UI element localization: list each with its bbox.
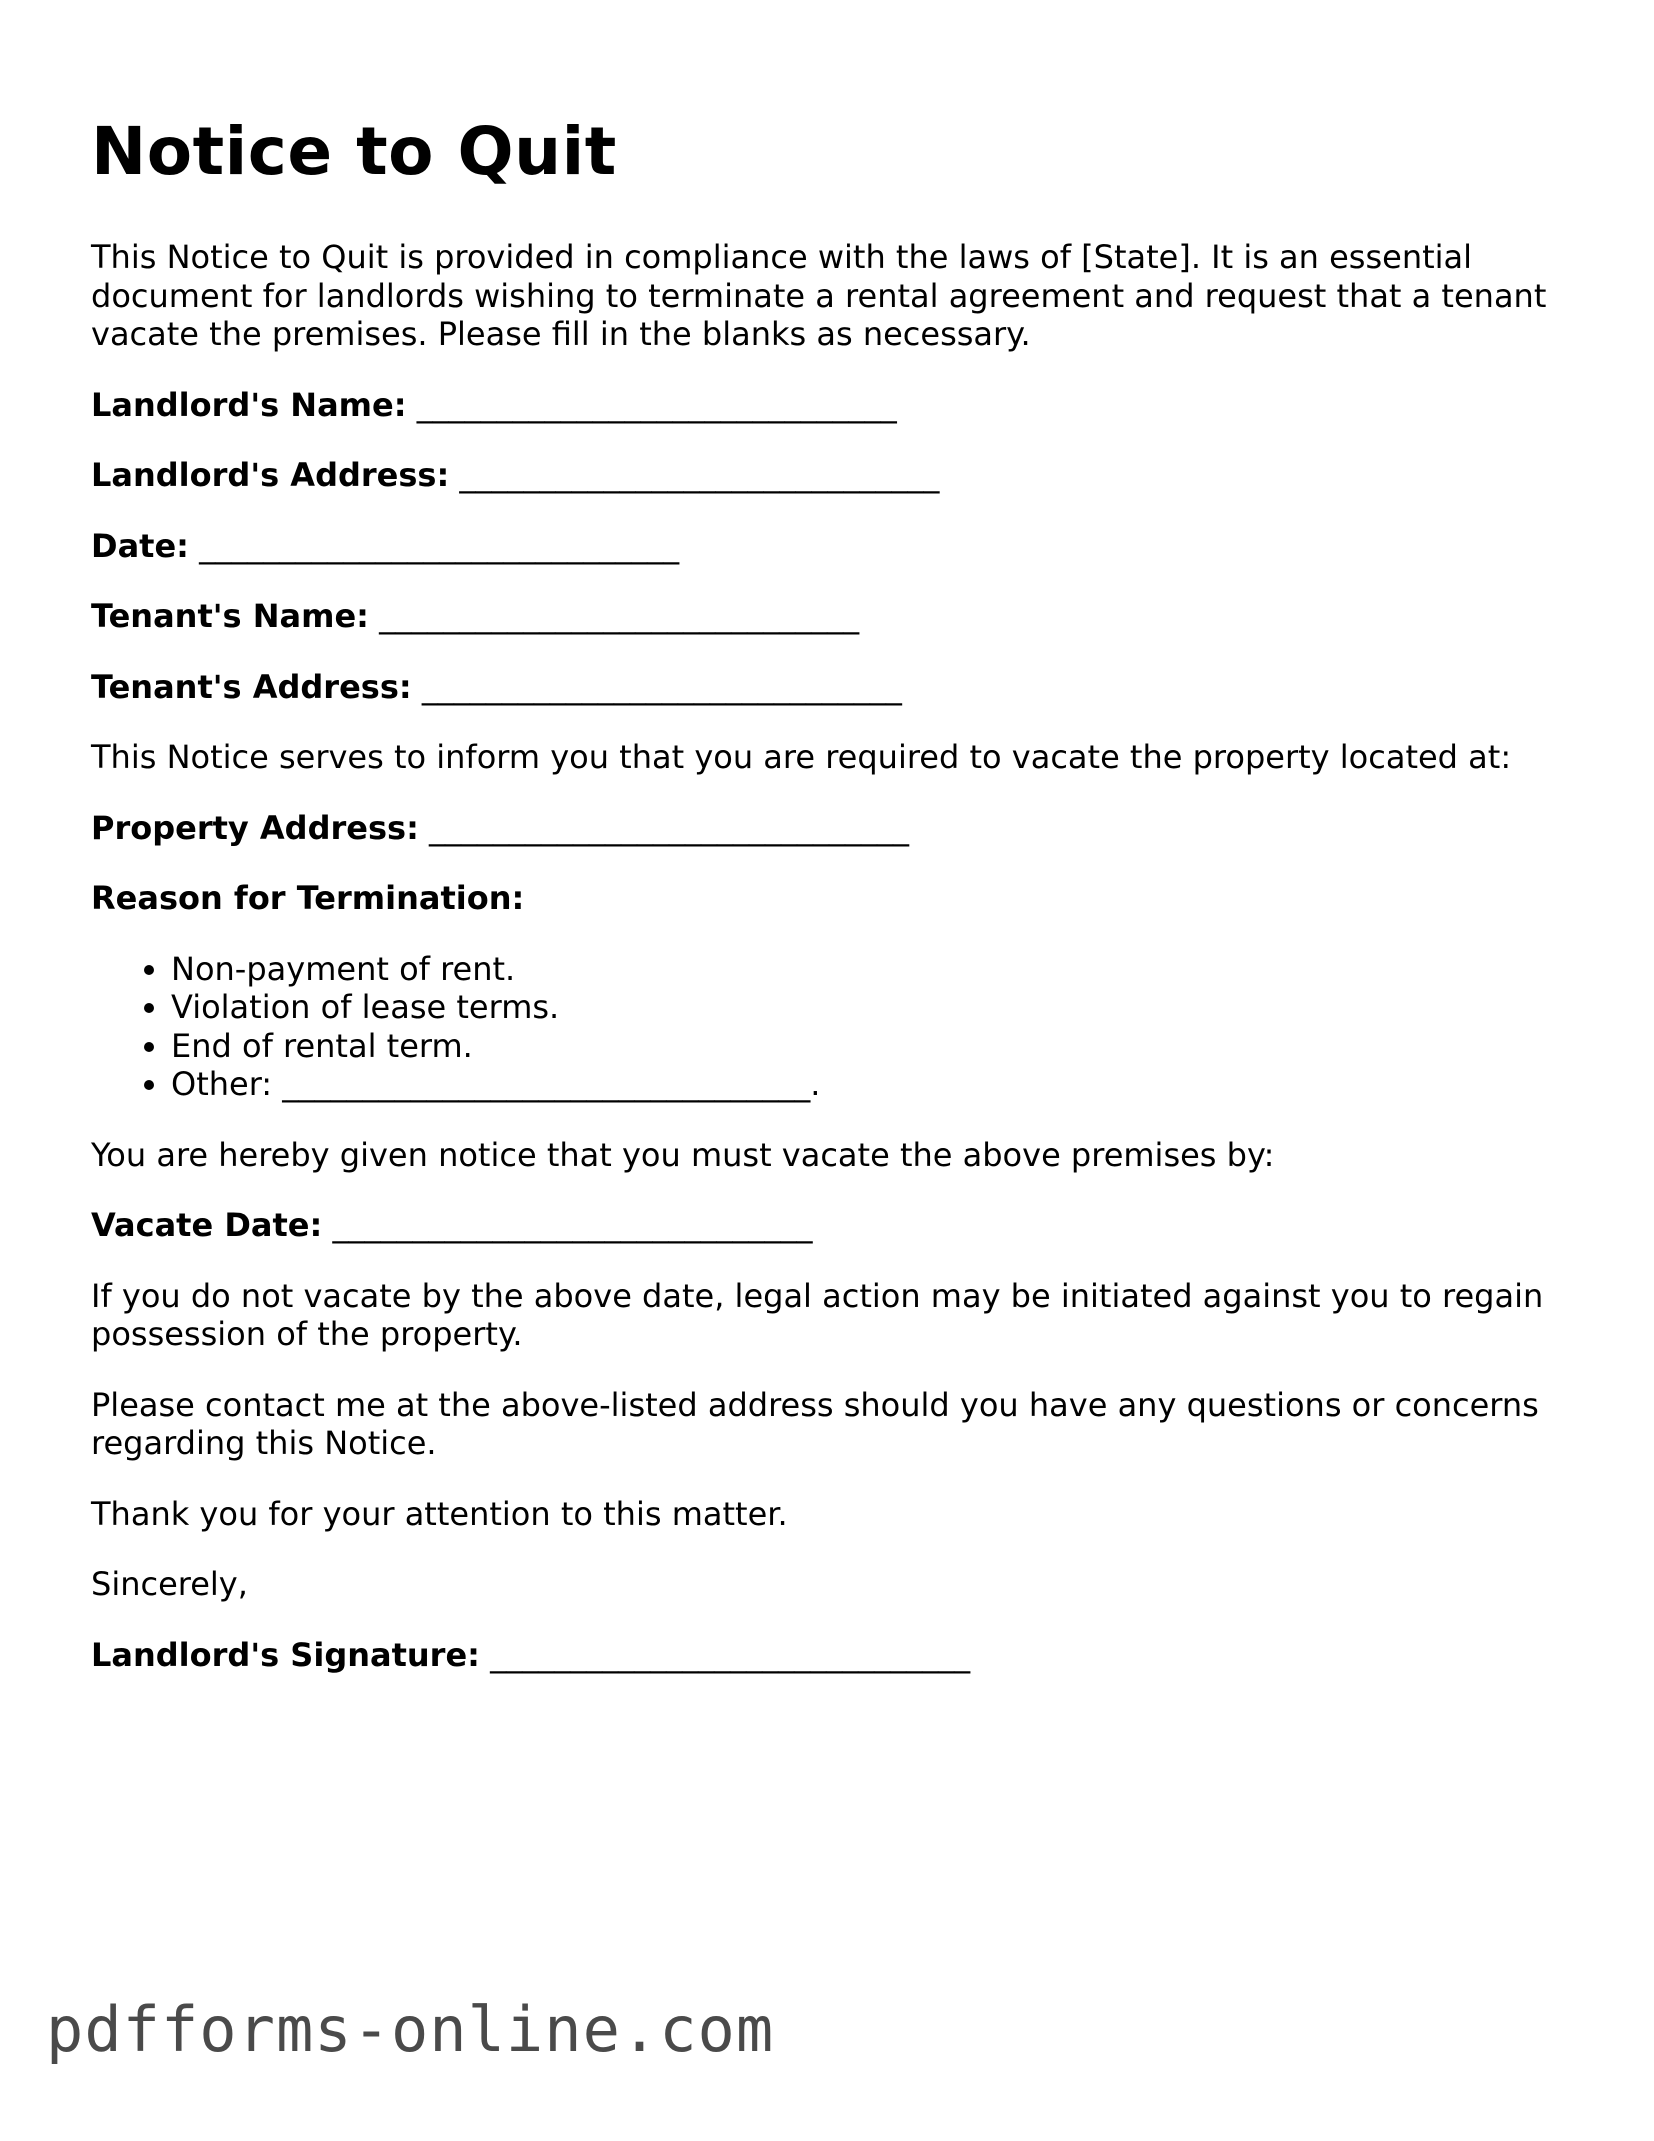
field-label: Date: xyxy=(91,526,189,565)
notice-paragraph: This Notice serves to inform you that you are required to vacate the property located at: xyxy=(91,738,1512,776)
landlord-address-field xyxy=(91,456,1571,495)
field-blank: ______________________________ xyxy=(332,1206,813,1244)
field-blank: ______________________________ xyxy=(379,597,860,635)
vacate-date-field xyxy=(91,1206,1571,1245)
field-label: Tenant's Address: xyxy=(91,667,412,706)
closing-text: Sincerely, xyxy=(91,1565,248,1603)
tenant-name-field xyxy=(91,597,1571,636)
document-page xyxy=(91,112,1571,1706)
list-item: • Violation of lease terms. xyxy=(171,988,1571,1027)
thanks-paragraph: Thank you for your attention to this matter. xyxy=(91,1494,788,1533)
field-label: Landlord's Name: xyxy=(91,385,407,424)
reason-heading xyxy=(91,879,1571,918)
reason-list xyxy=(91,950,1571,1104)
field-label: Property Address: xyxy=(91,808,419,847)
legal-warning-paragraph: If you do not vacate by the above date, legal action may be initiated against you to regain possession of the property. xyxy=(91,1276,1544,1353)
watermark-text: pdfforms-online.com xyxy=(46,1993,775,2066)
list-item: • Other: _________________________________. xyxy=(171,1065,1571,1104)
contact-paragraph: Please contact me at the above-listed address should you have any questions or concerns regarding this Notice. xyxy=(91,1385,1539,1462)
tenant-address-field xyxy=(91,668,1571,707)
field-blank: ______________________________ xyxy=(429,808,910,847)
field-label: Landlord's Address: xyxy=(91,456,450,494)
field-label: Landlord's Signature: xyxy=(91,1635,480,1674)
property-address-field xyxy=(91,809,1571,848)
field-label: Vacate Date: xyxy=(91,1206,323,1244)
field-blank: ______________________________ xyxy=(199,526,680,565)
list-item: • End of rental term. xyxy=(171,1027,1571,1066)
field-label: Reason for Termination: xyxy=(91,879,525,917)
field-blank: ______________________________ xyxy=(421,667,902,706)
vacate-notice-paragraph: You are hereby given notice that you must vacate the above premises by: xyxy=(91,1135,1275,1174)
field-blank: ______________________________ xyxy=(459,456,940,494)
date-field xyxy=(91,527,1571,566)
landlord-name-field xyxy=(91,386,1571,425)
field-label: Tenant's Name: xyxy=(91,597,369,635)
intro-paragraph: This Notice to Quit is provided in compliance with the laws of [State]. It is an essential document for landlords wishing to terminate a rental agreement and request that a tenant vacate the premises. Please fill in the blanks as necessary. xyxy=(91,238,1547,353)
list-item: • Non-payment of rent. xyxy=(171,950,1571,989)
signature-field xyxy=(91,1636,1571,1675)
field-blank: ______________________________ xyxy=(490,1635,971,1674)
document-title: Notice to Quit xyxy=(91,113,617,190)
field-blank: ______________________________ xyxy=(416,385,897,424)
